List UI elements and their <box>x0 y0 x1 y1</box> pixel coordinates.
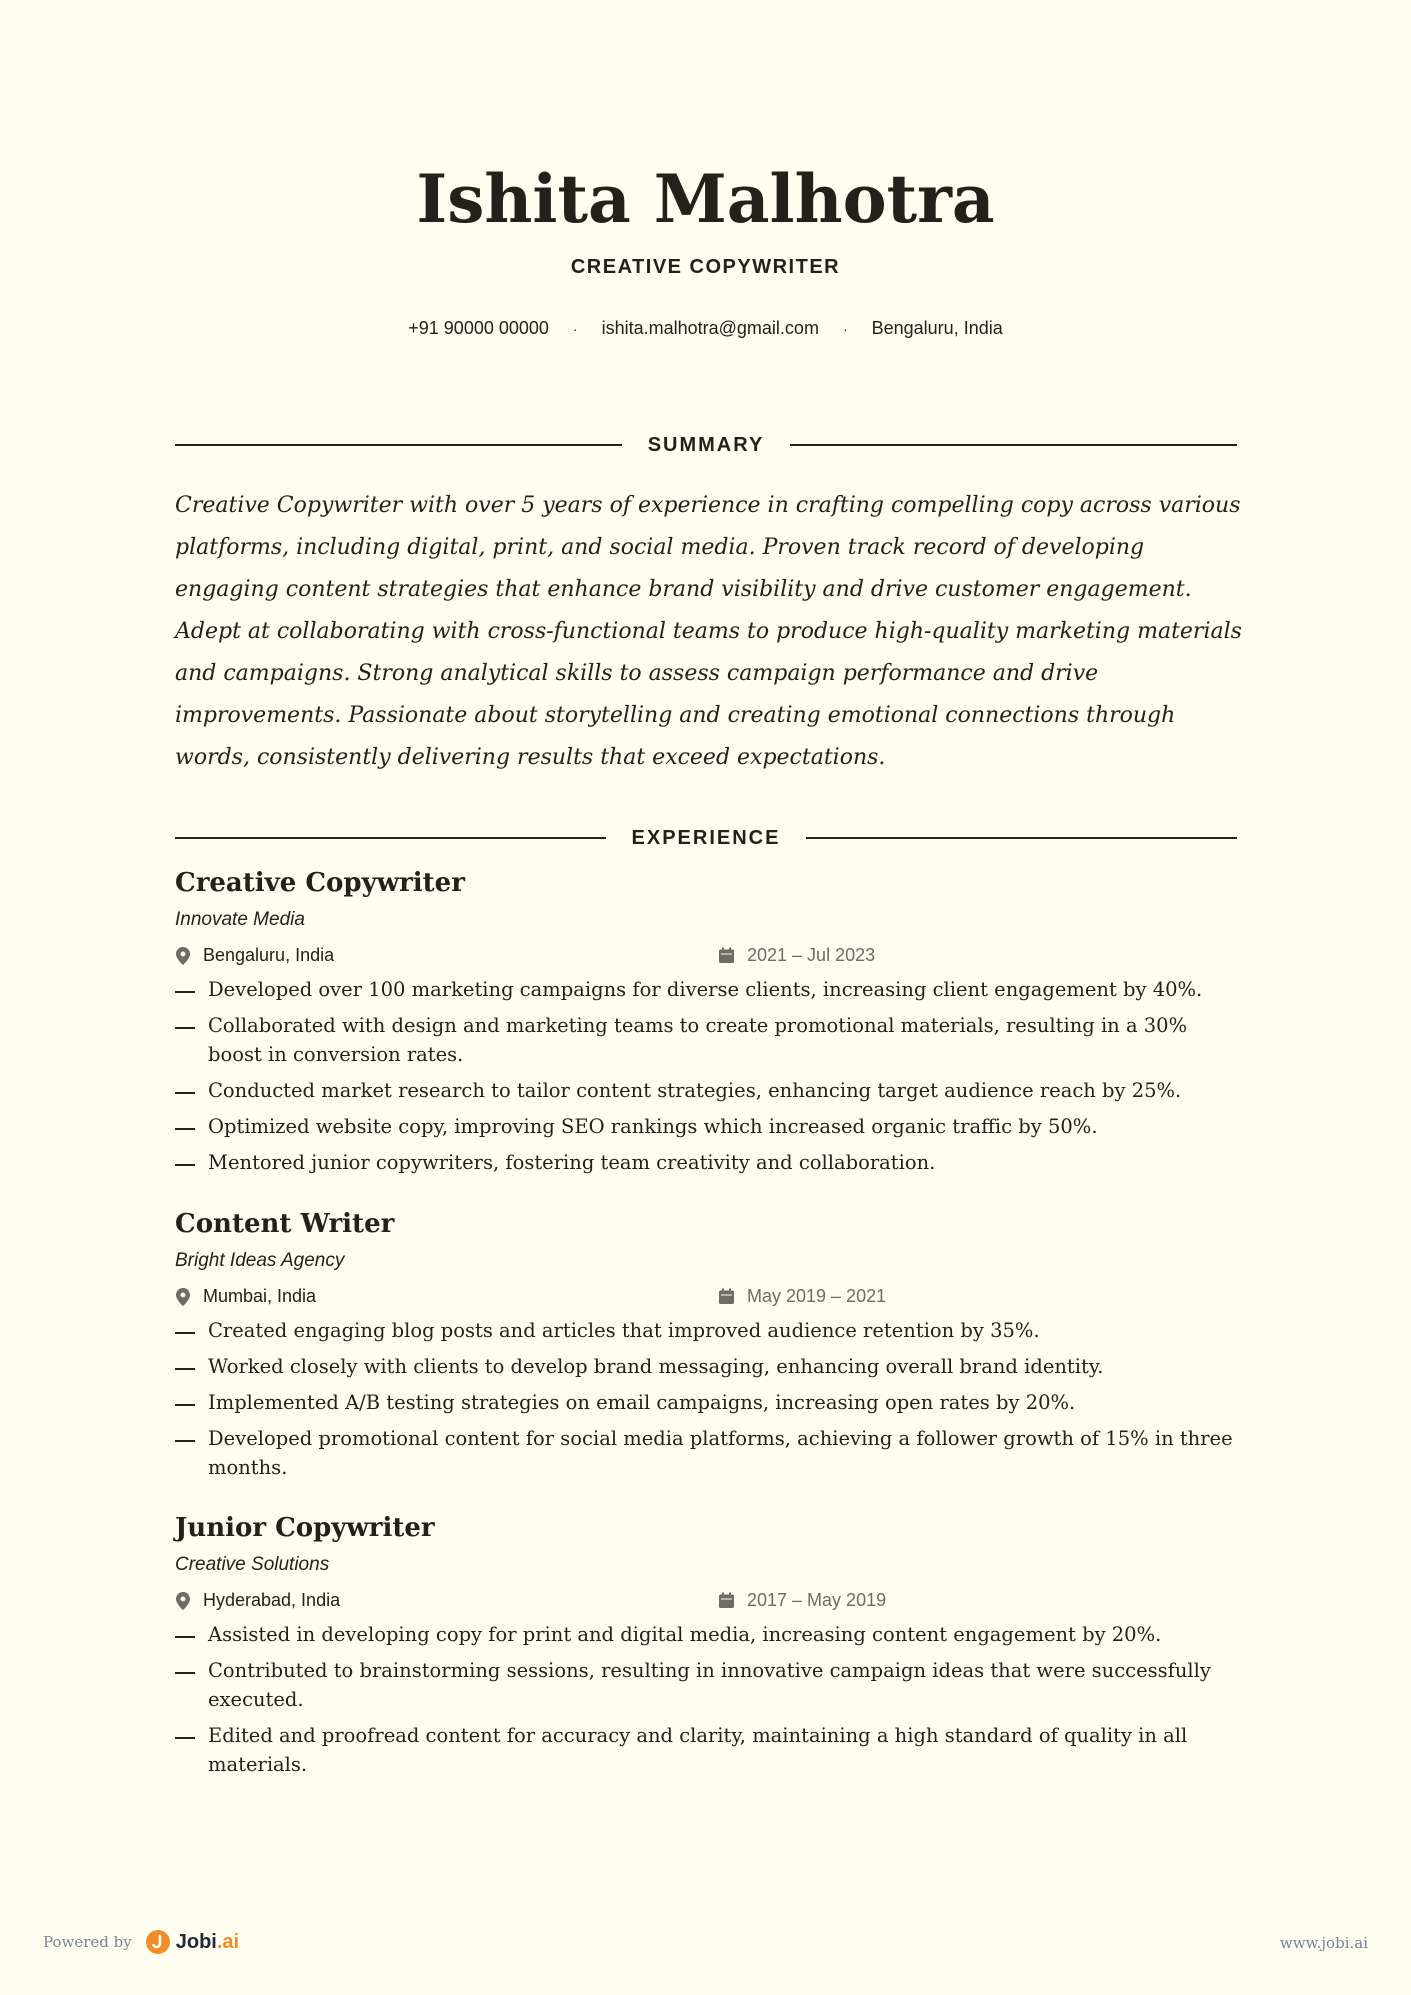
job-bullets <box>175 975 1245 1177</box>
jobi-logo-icon <box>146 1930 170 1954</box>
calendar-icon <box>718 1592 735 1609</box>
contact-phone[interactable]: +91 90000 00000 <box>408 318 549 338</box>
bullet-item <box>175 1620 1245 1649</box>
candidate-name: Ishita Malhotra <box>416 160 995 238</box>
summary-section-header <box>175 430 1237 460</box>
dash-bullet-icon <box>175 1672 195 1674</box>
bullet-text: Contributed to brainstorming sessions, resulting in innovative campaign ideas that were successfully executed. <box>208 1659 1211 1711</box>
bullet-text: Implemented A/B testing strategies on email campaigns, increasing open rates by 20%. <box>208 1391 1076 1414</box>
bullet-item <box>175 1148 1245 1177</box>
dash-bullet-icon <box>175 1737 195 1739</box>
bullet-item <box>175 1316 1245 1345</box>
section-title: EXPERIENCE <box>631 826 781 849</box>
dash-bullet-icon <box>175 1440 195 1442</box>
experience-section-header <box>175 823 1237 853</box>
website-link[interactable]: www.jobi.ai <box>1279 1934 1368 1952</box>
bullet-item <box>175 1721 1245 1779</box>
contact-row <box>0 318 1411 339</box>
calendar-icon <box>718 947 735 964</box>
powered-by <box>43 1930 239 1954</box>
divider-line <box>790 444 1237 446</box>
bullet-text: Worked closely with clients to develop brand messaging, enhancing overall brand identity. <box>208 1355 1104 1378</box>
job-bullets <box>175 1620 1245 1779</box>
job-dates-text: 2017 – May 2019 <box>747 1590 887 1610</box>
bullet-text: Mentored junior copywriters, fostering team creativity and collaboration. <box>208 1151 936 1174</box>
job-dates <box>718 1286 886 1307</box>
bullet-text: Assisted in developing copy for print and digital media, increasing content engagement by 20%. <box>208 1623 1162 1646</box>
job-title: Creative Copywriter <box>175 868 465 898</box>
divider-line <box>175 444 622 446</box>
bullet-text: Optimized website copy, improving SEO rankings which increased organic traffic by 50%. <box>208 1115 1098 1138</box>
bullet-item <box>175 1076 1245 1105</box>
job-location-text: Hyderabad, India <box>203 1590 341 1610</box>
job-location-text: Mumbai, India <box>203 1286 317 1306</box>
map-pin-icon <box>175 1288 191 1306</box>
summary-text: Creative Copywriter with over 5 years of experience in crafting compelling copy across various platforms, including digital, print, and social media. Proven track record of developing engaging content strategies that enhance brand visibility and drive customer engagement. Adept at collaborating with cross-functional teams to produce high-quality marketing materials and campaigns. Strong analytical skills to assess campaign performance and drive improvements. Passionate about storytelling and creating emotional connections through words, consistently delivering results that exceed expectations. <box>175 493 1242 770</box>
dash-bullet-icon <box>175 1368 195 1370</box>
jobi-logo[interactable] <box>146 1930 239 1954</box>
job-location-text: Bengaluru, India <box>203 945 335 965</box>
bullet-item <box>175 1424 1245 1482</box>
job-dates <box>718 1590 886 1611</box>
job-location <box>175 1590 340 1611</box>
contact-email[interactable]: ishita.malhotra@gmail.com <box>601 318 819 338</box>
job-dates <box>718 945 875 966</box>
dash-bullet-icon <box>175 1164 195 1166</box>
job-title: Junior Copywriter <box>175 1513 435 1543</box>
dash-bullet-icon <box>175 1636 195 1638</box>
contact-separator: · <box>572 320 578 337</box>
dash-bullet-icon <box>175 1027 195 1029</box>
job-entry <box>175 1206 1245 1489</box>
company-name: Bright Ideas Agency <box>175 1250 345 1271</box>
company-name: Creative Solutions <box>175 1554 330 1575</box>
brand-name <box>176 1931 239 1954</box>
contact-separator: · <box>842 320 848 337</box>
bullet-text: Collaborated with design and marketing teams to create promotional materials, resulting in a 30% boost in conversion rates. <box>208 1014 1188 1066</box>
bullet-text: Conducted market research to tailor content strategies, enhancing target audience reach by 25%. <box>208 1079 1182 1102</box>
brand-suffix: .ai <box>216 1930 240 1953</box>
dash-bullet-icon <box>175 1128 195 1130</box>
dash-bullet-icon <box>175 1092 195 1094</box>
bullet-text: Created engaging blog posts and articles that improved audience retention by 35%. <box>208 1319 1040 1342</box>
bullet-item <box>175 975 1245 1004</box>
job-entry <box>175 865 1245 1184</box>
bullet-item <box>175 1388 1245 1417</box>
company-name: Innovate Media <box>175 909 305 930</box>
job-meta <box>175 1584 1245 1620</box>
candidate-role: CREATIVE COPYWRITER <box>570 256 841 278</box>
dash-bullet-icon <box>175 1404 195 1406</box>
map-pin-icon <box>175 947 191 965</box>
bullet-text: Developed promotional content for social media platforms, achieving a follower growth of 15% in three months. <box>208 1427 1233 1479</box>
bullet-item <box>175 1656 1245 1714</box>
brand-main: Jobi <box>175 1930 217 1953</box>
job-location <box>175 1286 316 1307</box>
job-meta <box>175 1280 1245 1316</box>
divider-line <box>175 837 606 839</box>
job-meta <box>175 939 1245 975</box>
bullet-text: Edited and proofread content for accuracy and clarity, maintaining a high standard of quality in all materials. <box>208 1724 1188 1776</box>
job-dates-text: 2021 – Jul 2023 <box>747 945 876 965</box>
job-title: Content Writer <box>175 1209 395 1239</box>
job-bullets <box>175 1316 1245 1482</box>
calendar-icon <box>718 1288 735 1305</box>
powered-by-label: Powered by <box>43 1933 132 1951</box>
dash-bullet-icon <box>175 991 195 993</box>
bullet-item <box>175 1112 1245 1141</box>
dash-bullet-icon <box>175 1332 195 1334</box>
bullet-item <box>175 1011 1245 1069</box>
contact-location: Bengaluru, India <box>871 318 1003 338</box>
divider-line <box>806 837 1237 839</box>
bullet-item <box>175 1352 1245 1381</box>
section-title: SUMMARY <box>647 433 765 456</box>
job-dates-text: May 2019 – 2021 <box>747 1286 887 1306</box>
job-location <box>175 945 334 966</box>
job-entry <box>175 1510 1245 1786</box>
map-pin-icon <box>175 1592 191 1610</box>
bullet-text: Developed over 100 marketing campaigns for diverse clients, increasing client engagement by 40%. <box>208 978 1203 1001</box>
